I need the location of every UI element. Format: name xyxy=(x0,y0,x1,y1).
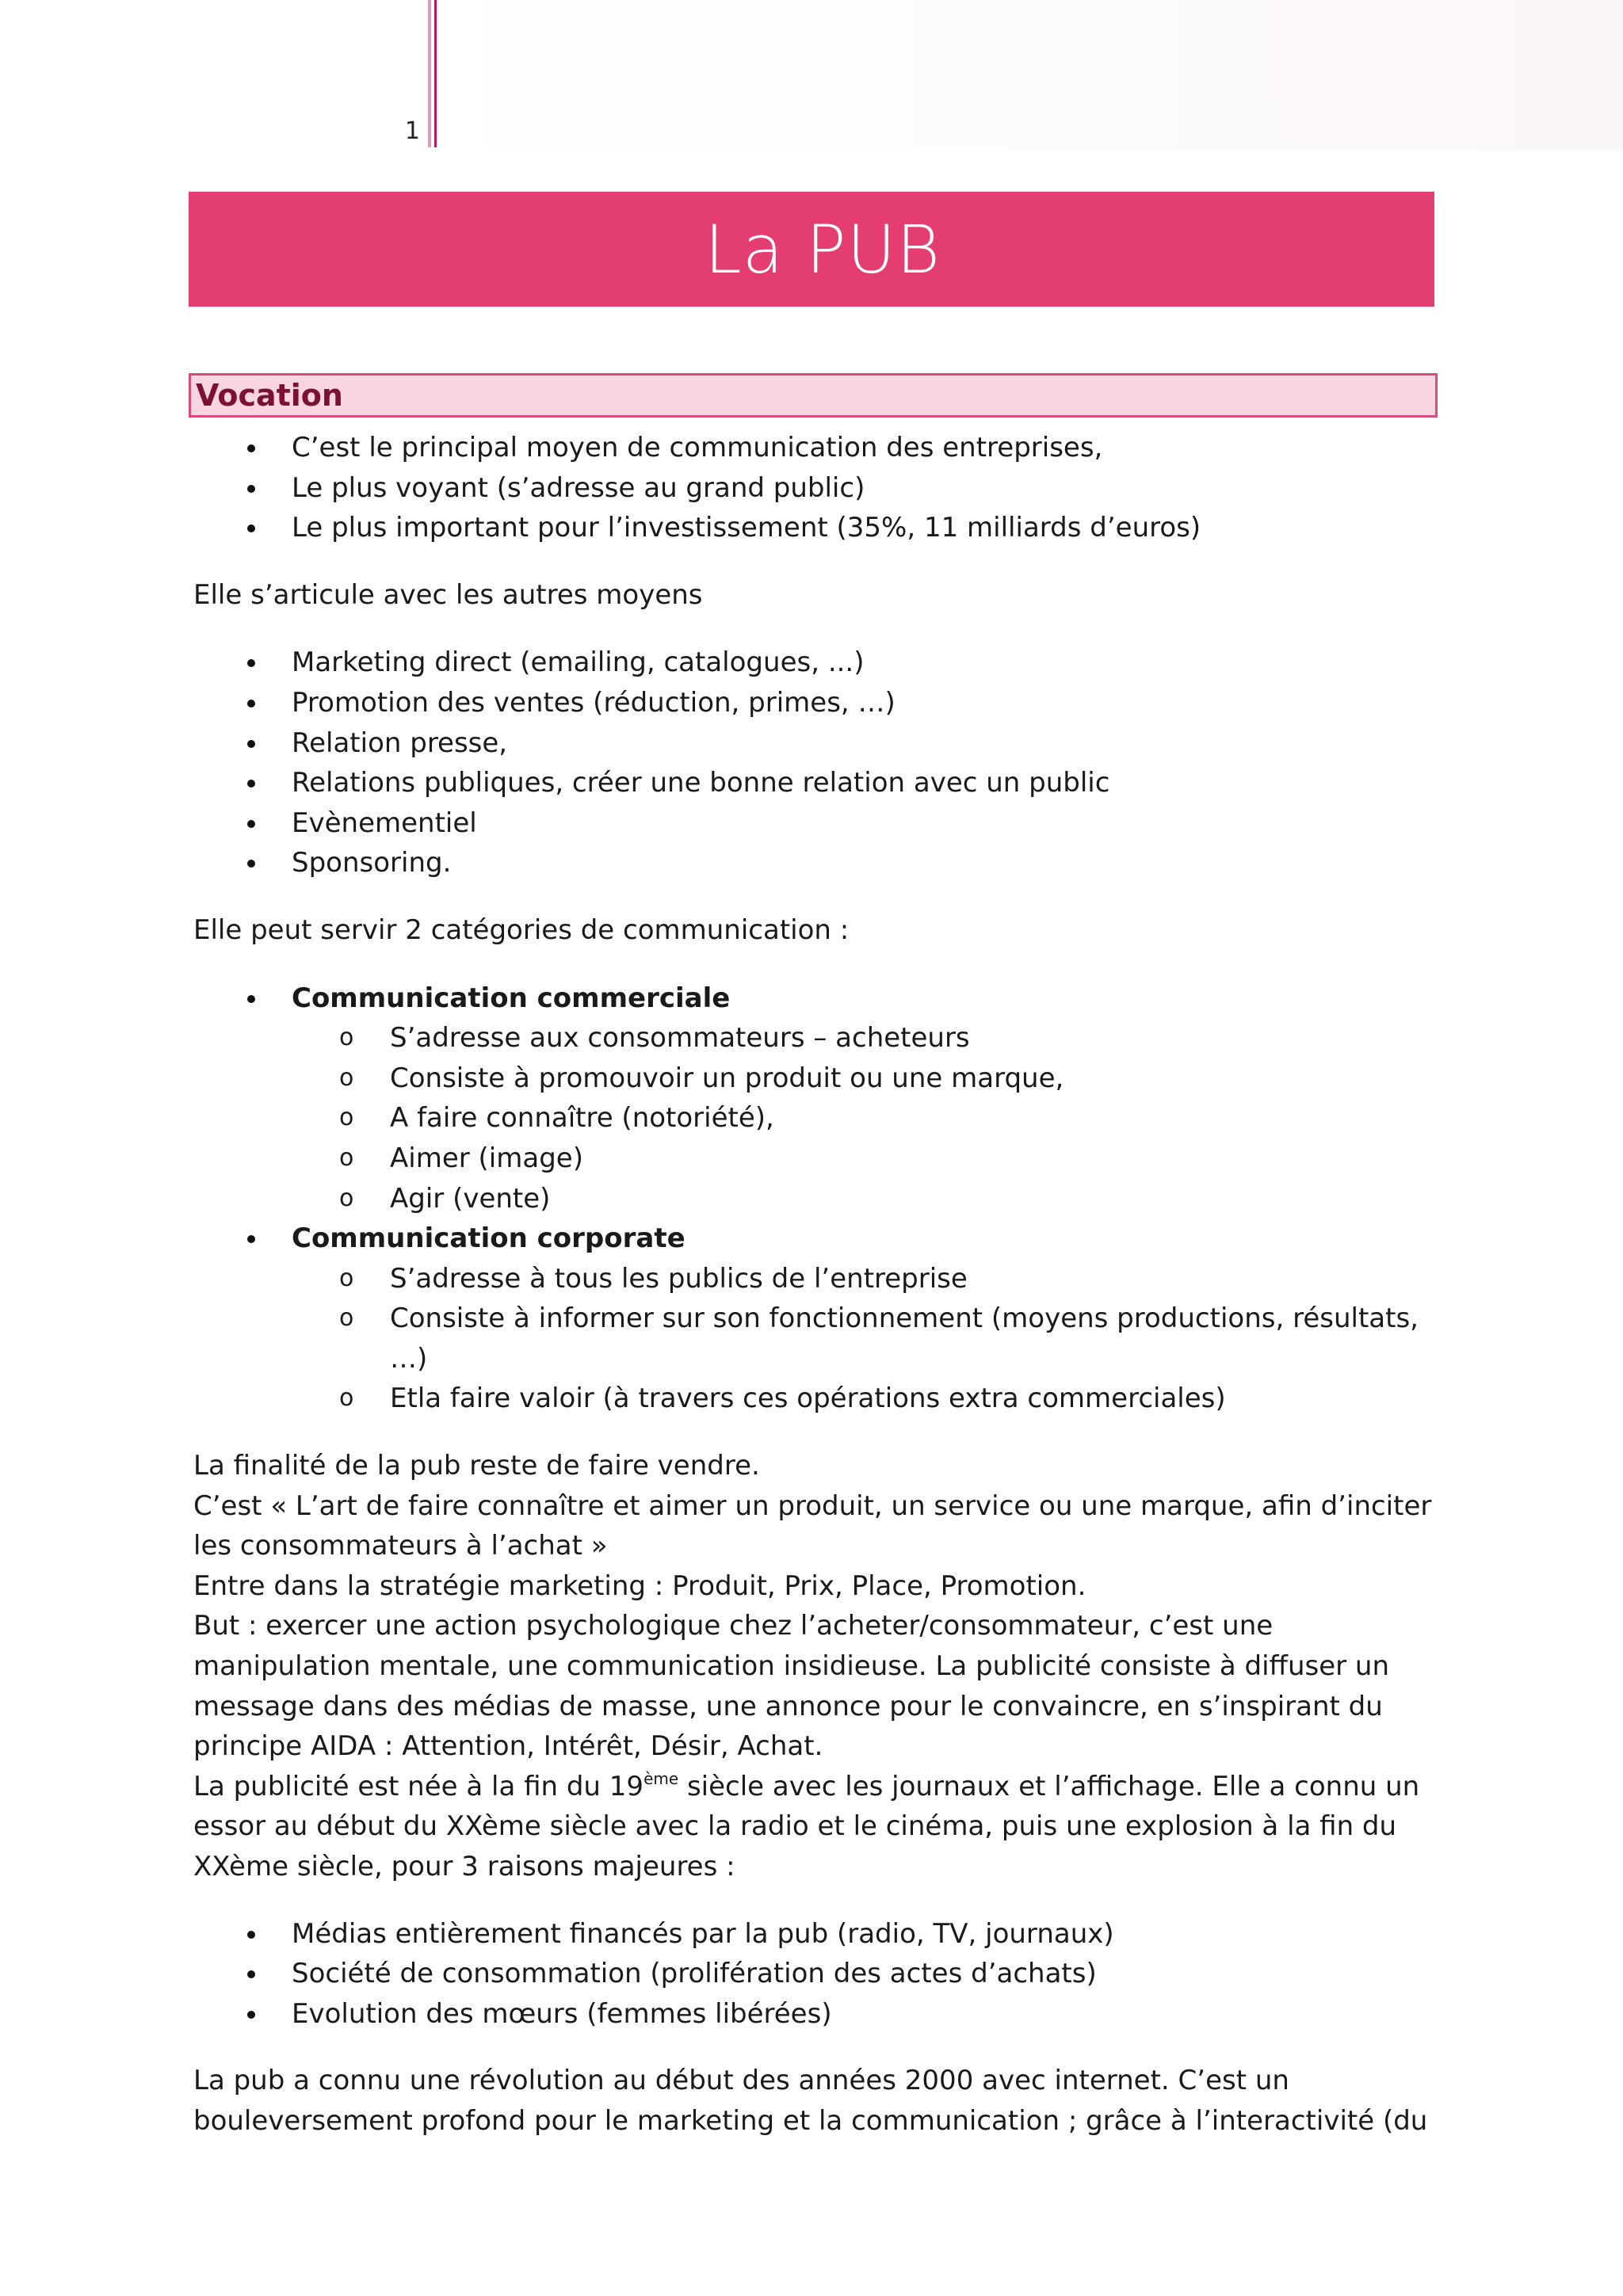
list-item: Relations publiques, créer une bonne relation avec un public xyxy=(193,763,1433,803)
final-paragraph xyxy=(193,2061,1433,2141)
header-rule-right xyxy=(434,0,437,147)
raisons-list xyxy=(193,1914,1433,2035)
list-item: Société de consommation (prolifération des actes d’achats) xyxy=(193,1954,1433,1994)
paragraph-line: But : exercer une action psychologique chez l’acheter/consommateur, c’est une xyxy=(193,1610,1274,1642)
superscript: ème xyxy=(643,1768,679,1788)
sub-list-item: o S’adresse aux consommateurs – acheteurs xyxy=(193,1018,1433,1058)
paragraph-line: Entre dans la stratégie marketing : Produit, Prix, Place, Promotion. xyxy=(193,1569,1086,1602)
sub-list-item: o S’adresse à tous les publics de l’entreprise xyxy=(193,1259,1433,1299)
paragraph-line: les consommateurs à l’achat » xyxy=(193,1530,608,1562)
sub-list-item: o Etla faire valoir (à travers ces opérations extra commerciales) xyxy=(193,1379,1433,1419)
list-item: Promotion des ventes (réduction, primes, …) xyxy=(193,683,1433,723)
categories-list xyxy=(193,978,1433,1420)
paragraph-line: manipulation mentale, une communication insidieuse. La publicité consiste à diffuser un xyxy=(193,1650,1390,1683)
sub-list-item: o A faire connaître (notoriété), xyxy=(193,1098,1433,1138)
header-shade xyxy=(434,0,1623,151)
paragraph-line: XXème siècle, pour 3 raisons majeures : xyxy=(193,1851,735,1882)
list-item: Le plus important pour l’investissement (35%, 11 milliards d’euros) xyxy=(193,508,1433,548)
paragraph-line: principe AIDA : Attention, Intérêt, Désir, Achat. xyxy=(193,1730,823,1763)
paragraph-line: La finalité de la pub reste de faire vendre. xyxy=(193,1450,760,1482)
sub-list-item: o Aimer (image) xyxy=(193,1138,1433,1179)
sub-list-item: o Consiste à promouvoir un produit ou une marque, xyxy=(193,1058,1433,1099)
paragraph-line: La publicité est née à la fin du 19ème siècle avec les journaux et l’affichage. Elle a connu un xyxy=(193,1768,1420,1802)
moyens-list xyxy=(193,643,1433,883)
section-heading-vocation: Vocation xyxy=(189,373,1438,418)
paragraph-line: La pub a connu une révolution au début des années 2000 avec internet. C’est un xyxy=(193,2065,1289,2097)
sub-list-item: o Agir (vente) xyxy=(193,1179,1433,1219)
category-commerciale-title: Communication commerciale xyxy=(193,978,1433,1019)
title-banner xyxy=(189,192,1434,307)
document-body xyxy=(193,428,1433,2142)
page-number: 1 xyxy=(404,117,420,145)
list-item: Marketing direct (emailing, catalogues, ...) xyxy=(193,643,1433,683)
list-item: C’est le principal moyen de communication des entreprises, xyxy=(193,428,1433,468)
main-paragraph xyxy=(193,1446,1433,1887)
categories-intro: Elle peut servir 2 catégories de communication : xyxy=(193,913,850,946)
paragraph-line: bouleversement profond pour le marketing et la communication ; grâce à l’interactivité (du xyxy=(193,2104,1428,2137)
paragraph-line: message dans des médias de masse, une annonce pour le convaincre, en s’inspirant du xyxy=(193,1690,1383,1722)
category-corporate-title: Communication corporate xyxy=(193,1219,1433,1259)
list-item: Relation presse, xyxy=(193,723,1433,764)
list-item: Médias entièrement financés par la pub (radio, TV, journaux) xyxy=(193,1914,1433,1955)
list-item: Evènementiel xyxy=(193,803,1433,844)
vocation-list xyxy=(193,428,1433,548)
paragraph-line: essor au début du XXème siècle avec la radio et le cinéma, puis une explosion à la fin du xyxy=(193,1810,1397,1843)
list-item: Evolution des mœurs (femmes libérées) xyxy=(193,1994,1433,2035)
list-item: Le plus voyant (s’adresse au grand public) xyxy=(193,468,1433,509)
header-rule-left xyxy=(428,0,431,147)
paragraph-line: C’est « L’art de faire connaître et aimer un produit, un service ou une marque, afin d’inciter xyxy=(193,1489,1432,1522)
sub-list-item: o Consiste à informer sur son fonctionnement (moyens productions, résultats, …) xyxy=(193,1299,1433,1379)
articule-intro: Elle s’articule avec les autres moyens xyxy=(193,578,703,611)
list-item: Sponsoring. xyxy=(193,843,1433,883)
page-title: La PUB xyxy=(704,210,941,288)
